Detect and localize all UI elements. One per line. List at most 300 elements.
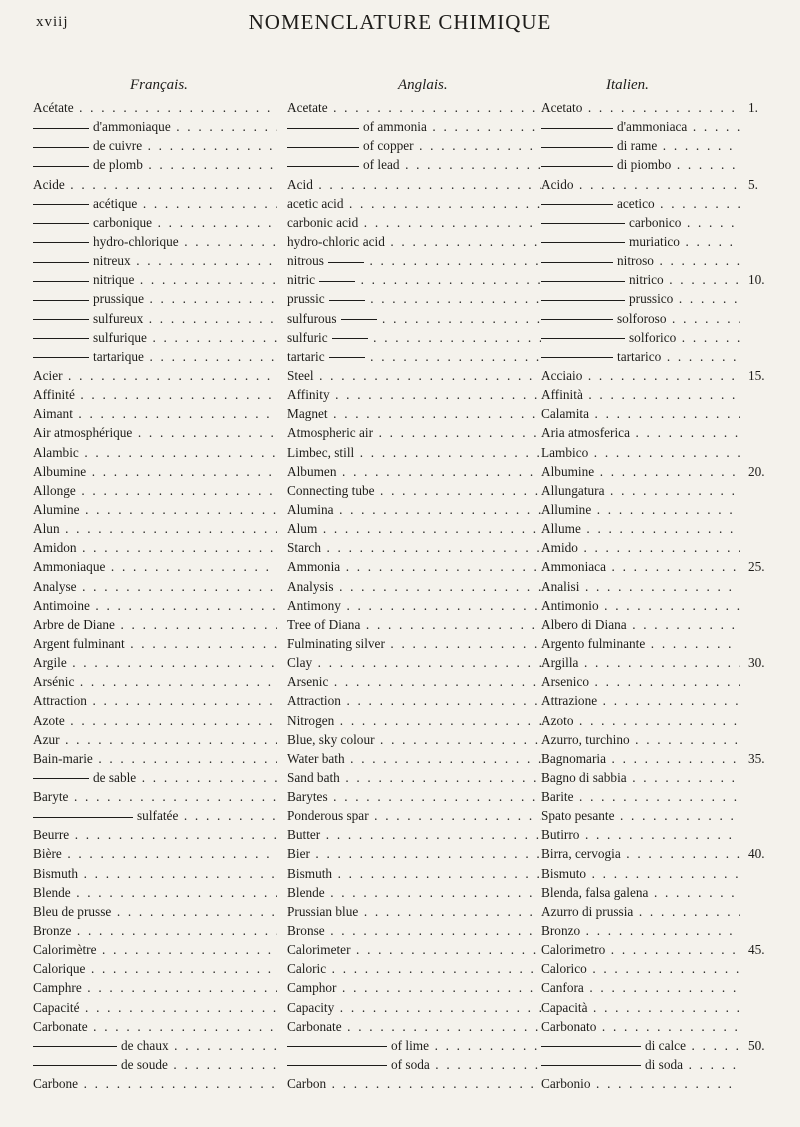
term-italian [541, 883, 740, 902]
term-french [33, 711, 277, 730]
term-text: tartarico [617, 348, 662, 364]
term-text: Bagno di sabbia [541, 769, 627, 785]
term-text: Allonge [33, 482, 76, 498]
term-italian [541, 921, 740, 940]
term-french [33, 691, 277, 710]
term-french [33, 194, 277, 213]
term-english [287, 806, 541, 825]
table-row [0, 1017, 800, 1036]
page-title: NOMENCLATURE CHIMIQUE [248, 10, 552, 34]
term-text: tartarique [93, 348, 144, 364]
table-row [0, 596, 800, 615]
term-french [33, 155, 277, 174]
term-text: carbonic acid [287, 214, 359, 230]
term-text: prussique [93, 291, 144, 307]
term-text: Blende [33, 884, 71, 900]
table-row [0, 844, 800, 863]
ditto-dash [541, 300, 625, 301]
term-text: Affinité [33, 387, 75, 403]
term-text: Analysis [287, 578, 334, 594]
term-text: hydro-chloric acid [287, 233, 385, 249]
table-row [0, 959, 800, 978]
term-italian [541, 634, 740, 653]
term-french [33, 768, 277, 787]
term-english [287, 768, 541, 787]
term-text: Atmospheric air [287, 425, 374, 441]
term-english [287, 423, 541, 442]
ditto-dash [319, 281, 355, 282]
ditto-dash [541, 242, 625, 243]
term-text: Acido [541, 176, 574, 192]
term-italian [541, 481, 740, 500]
term-text: Argilla [541, 655, 579, 671]
term-text: Barytes [287, 789, 328, 805]
term-french [33, 213, 277, 232]
term-text: Birra, cervogia [541, 846, 621, 862]
term-text: di piombo [617, 157, 672, 173]
ditto-dash [287, 166, 359, 167]
ditto-dash [33, 147, 89, 148]
ditto-dash [33, 1046, 117, 1047]
term-text: Lambico [541, 444, 589, 460]
term-english [287, 519, 541, 538]
term-french [33, 481, 277, 500]
term-english [287, 175, 541, 194]
term-text: Azote [33, 712, 65, 728]
term-text: Bismuth [33, 865, 79, 881]
term-italian [541, 711, 740, 730]
term-english [287, 940, 541, 959]
term-english [287, 462, 541, 481]
term-text: nitrique [93, 272, 135, 288]
term-text: Tree of Diana [287, 616, 361, 632]
term-text: Calorimeter [287, 942, 351, 958]
term-text: Prussian blue [287, 903, 359, 919]
term-text: Butter [287, 827, 321, 843]
term-english [287, 998, 541, 1017]
term-text: Aria atmosferica [541, 425, 630, 441]
term-text: Bleu de prusse [33, 903, 112, 919]
term-text: Bagnomaria [541, 750, 606, 766]
table-row [0, 366, 800, 385]
table-row [0, 1036, 800, 1055]
term-text: Camphor [287, 980, 337, 996]
term-text: Argent fulminant [33, 635, 125, 651]
table-row [0, 538, 800, 557]
term-french [33, 749, 277, 768]
ditto-dash [541, 223, 625, 224]
line-number: 5. [748, 176, 758, 192]
ditto-dash [541, 1046, 641, 1047]
term-english [287, 883, 541, 902]
table-row [0, 481, 800, 500]
term-text: Capacity [287, 999, 335, 1015]
term-italian [541, 653, 740, 672]
term-french [33, 615, 277, 634]
term-english [287, 270, 541, 289]
table-row [0, 98, 800, 117]
term-text: Affinità [541, 387, 583, 403]
term-english [287, 653, 541, 672]
term-text: di rame [617, 138, 658, 154]
term-english [287, 634, 541, 653]
term-text: Carbonio [541, 1076, 591, 1092]
table-row [0, 978, 800, 997]
term-text: de soude [121, 1057, 168, 1073]
term-text: prussico [629, 291, 674, 307]
term-french [33, 366, 277, 385]
term-english [287, 443, 541, 462]
term-text: sulfurous [287, 310, 337, 326]
table-row [0, 136, 800, 155]
ditto-dash [33, 357, 89, 358]
term-text: Bronse [287, 923, 325, 939]
ditto-dash [541, 1065, 641, 1066]
term-text: sulfatée [137, 808, 179, 824]
term-text: Attraction [33, 693, 87, 709]
term-french [33, 500, 277, 519]
table-row [0, 730, 800, 749]
term-text: di calce [645, 1037, 686, 1053]
table-row [0, 500, 800, 519]
term-text: Bronzo [541, 923, 581, 939]
term-french [33, 883, 277, 902]
term-text: Canfora [541, 980, 584, 996]
term-french [33, 921, 277, 940]
table-row [0, 1055, 800, 1074]
term-english [287, 1074, 541, 1093]
term-italian [541, 213, 740, 232]
term-french [33, 577, 277, 596]
term-text: Alum [287, 521, 318, 537]
term-italian [541, 232, 740, 251]
term-italian [541, 136, 740, 155]
term-italian [541, 864, 740, 883]
term-french [33, 1055, 277, 1074]
term-text: nitrous [287, 253, 324, 269]
ditto-dash [287, 147, 359, 148]
term-italian [541, 98, 740, 117]
term-italian [541, 175, 740, 194]
term-text: Calamita [541, 406, 589, 422]
term-french [33, 538, 277, 557]
term-text: Starch [287, 540, 321, 556]
term-french [33, 940, 277, 959]
term-english [287, 500, 541, 519]
term-french [33, 806, 277, 825]
term-english [287, 730, 541, 749]
term-text: Caloric [287, 961, 327, 977]
column-header-english: Anglais. [398, 77, 448, 93]
term-italian [541, 1055, 740, 1074]
term-italian [541, 749, 740, 768]
table-row [0, 711, 800, 730]
term-text: Connecting tube [287, 482, 375, 498]
term-french [33, 787, 277, 806]
term-text: muriatico [629, 233, 680, 249]
term-english [287, 557, 541, 576]
ditto-dash [329, 357, 365, 358]
term-italian [541, 825, 740, 844]
ditto-dash [328, 262, 364, 263]
term-text: Air atmosphérique [33, 425, 133, 441]
term-french [33, 653, 277, 672]
table-row [0, 194, 800, 213]
term-italian [541, 902, 740, 921]
term-italian [541, 117, 740, 136]
term-text: Beurre [33, 827, 70, 843]
term-english [287, 194, 541, 213]
term-english [287, 232, 541, 251]
term-text: di soda [645, 1057, 684, 1073]
term-text: Limbec, still [287, 444, 355, 460]
term-french [33, 902, 277, 921]
line-number: 10. [748, 272, 765, 288]
term-italian [541, 557, 740, 576]
term-english [287, 596, 541, 615]
ditto-dash [332, 338, 368, 339]
term-italian [541, 404, 740, 423]
table-row [0, 749, 800, 768]
term-italian [541, 672, 740, 691]
term-text: hydro-chlorique [93, 233, 179, 249]
term-italian [541, 844, 740, 863]
term-text: solforoso [617, 310, 667, 326]
term-italian [541, 806, 740, 825]
table-row [0, 672, 800, 691]
term-english [287, 844, 541, 863]
term-text: Amidon [33, 540, 77, 556]
term-french [33, 309, 277, 328]
term-english [287, 672, 541, 691]
term-text: acetico [617, 195, 655, 211]
ditto-dash [33, 778, 89, 779]
term-text: prussic [287, 291, 325, 307]
ditto-dash [541, 147, 613, 148]
term-text: Azurro di prussia [541, 903, 634, 919]
term-text: Alun [33, 521, 60, 537]
term-italian [541, 270, 740, 289]
ditto-dash [541, 128, 613, 129]
term-english [287, 1055, 541, 1074]
term-text: de sable [93, 769, 137, 785]
term-english [287, 959, 541, 978]
ditto-dash [33, 300, 89, 301]
term-french [33, 251, 277, 270]
line-number: 25. [748, 559, 765, 575]
term-text: of copper [363, 138, 414, 154]
term-french [33, 1036, 277, 1055]
term-text: carbonique [93, 214, 153, 230]
ditto-dash [341, 319, 377, 320]
term-english [287, 538, 541, 557]
term-english [287, 309, 541, 328]
term-french [33, 347, 277, 366]
term-text: Barite [541, 789, 574, 805]
term-text: nitric [287, 272, 316, 288]
term-italian [541, 998, 740, 1017]
term-text: Sand bath [287, 769, 340, 785]
ditto-dash [33, 242, 89, 243]
column-header-french: Français. [130, 77, 188, 93]
term-english [287, 1017, 541, 1036]
term-text: nitroso [617, 253, 654, 269]
table-row [0, 385, 800, 404]
term-french [33, 404, 277, 423]
term-text: Arsenico [541, 674, 589, 690]
table-row [0, 270, 800, 289]
term-text: Bier [287, 846, 310, 862]
term-french [33, 98, 277, 117]
term-italian [541, 423, 740, 442]
term-french [33, 634, 277, 653]
term-text: Arbre de Diane [33, 616, 115, 632]
term-italian [541, 328, 740, 347]
term-english [287, 385, 541, 404]
table-row [0, 1074, 800, 1093]
term-text: Affinity [287, 387, 330, 403]
term-text: Capacità [541, 999, 588, 1015]
term-text: de cuivre [93, 138, 143, 154]
ditto-dash [33, 262, 89, 263]
term-english [287, 978, 541, 997]
term-italian [541, 538, 740, 557]
term-text: Alumina [287, 501, 334, 517]
term-text: carbonico [629, 214, 682, 230]
term-text: Allume [541, 521, 581, 537]
term-italian [541, 309, 740, 328]
term-english [287, 117, 541, 136]
term-french [33, 1017, 277, 1036]
term-english [287, 615, 541, 634]
term-french [33, 462, 277, 481]
line-number: 50. [748, 1037, 765, 1053]
term-text: Arsenic [287, 674, 329, 690]
term-text: Steel [287, 367, 314, 383]
term-english [287, 136, 541, 155]
term-text: sulfuric [287, 329, 328, 345]
ditto-dash [33, 817, 133, 818]
ditto-dash [541, 204, 613, 205]
term-french [33, 730, 277, 749]
table-row [0, 289, 800, 308]
ditto-dash [33, 166, 89, 167]
term-text: solforico [629, 329, 677, 345]
term-text: Magnet [287, 406, 328, 422]
table-row [0, 825, 800, 844]
table-row [0, 787, 800, 806]
term-text: of lime [391, 1037, 430, 1053]
table-row [0, 768, 800, 787]
term-text: d'ammoniaca [617, 119, 688, 135]
term-italian [541, 730, 740, 749]
term-text: Bière [33, 846, 62, 862]
term-italian [541, 978, 740, 997]
term-text: Alambic [33, 444, 79, 460]
term-text: Acetato [541, 100, 583, 115]
term-text: Calorimetro [541, 942, 606, 958]
term-text: Argento fulminante [541, 635, 646, 651]
term-english [287, 787, 541, 806]
table-row [0, 940, 800, 959]
term-english [287, 251, 541, 270]
term-italian [541, 787, 740, 806]
term-text: nitreux [93, 253, 131, 269]
term-english [287, 213, 541, 232]
term-text: Carbonato [541, 1018, 597, 1034]
table-row [0, 155, 800, 174]
ditto-dash [541, 357, 613, 358]
term-text: Camphre [33, 980, 82, 996]
term-text: Allumine [541, 501, 592, 517]
term-text: Ammoniaca [541, 559, 606, 575]
term-text: Bain-marie [33, 750, 93, 766]
column-header-italian: Italien. [606, 77, 649, 93]
term-text: Analisi [541, 578, 580, 594]
term-italian [541, 615, 740, 634]
term-text: Acetate [287, 100, 328, 115]
term-french [33, 959, 277, 978]
term-text: Analyse [33, 578, 77, 594]
table-row [0, 117, 800, 136]
term-text: Acier [33, 367, 63, 383]
term-text: Carbonate [287, 1018, 342, 1034]
term-french [33, 117, 277, 136]
term-english [287, 366, 541, 385]
term-text: Antimony [287, 597, 341, 613]
term-english [287, 328, 541, 347]
term-text: Acétate [33, 100, 74, 115]
term-italian [541, 1017, 740, 1036]
table-row [0, 615, 800, 634]
term-text: of lead [363, 157, 400, 173]
term-english [287, 711, 541, 730]
term-italian [541, 940, 740, 959]
term-italian [541, 462, 740, 481]
term-text: Attraction [287, 693, 341, 709]
term-text: Alumine [33, 501, 80, 517]
term-text: Acid [287, 176, 313, 192]
term-french [33, 844, 277, 863]
term-text: Allungatura [541, 482, 605, 498]
term-text: Carbone [33, 1076, 79, 1092]
term-italian [541, 691, 740, 710]
term-italian [541, 519, 740, 538]
term-text: of ammonia [363, 119, 427, 135]
table-row [0, 423, 800, 442]
term-english [287, 749, 541, 768]
term-french [33, 328, 277, 347]
term-text: Bismuth [287, 865, 333, 881]
term-italian [541, 385, 740, 404]
term-french [33, 596, 277, 615]
term-text: Azur [33, 731, 60, 747]
term-french [33, 825, 277, 844]
term-english [287, 691, 541, 710]
table-row [0, 634, 800, 653]
table-row [0, 519, 800, 538]
term-text: Blue, sky colour [287, 731, 375, 747]
term-text: Carbonate [33, 1018, 88, 1034]
term-french [33, 672, 277, 691]
line-number: 35. [748, 750, 765, 766]
term-french [33, 443, 277, 462]
ditto-dash [33, 281, 89, 282]
table-row [0, 998, 800, 1017]
term-french [33, 385, 277, 404]
term-english [287, 347, 541, 366]
term-text: Attrazione [541, 693, 598, 709]
